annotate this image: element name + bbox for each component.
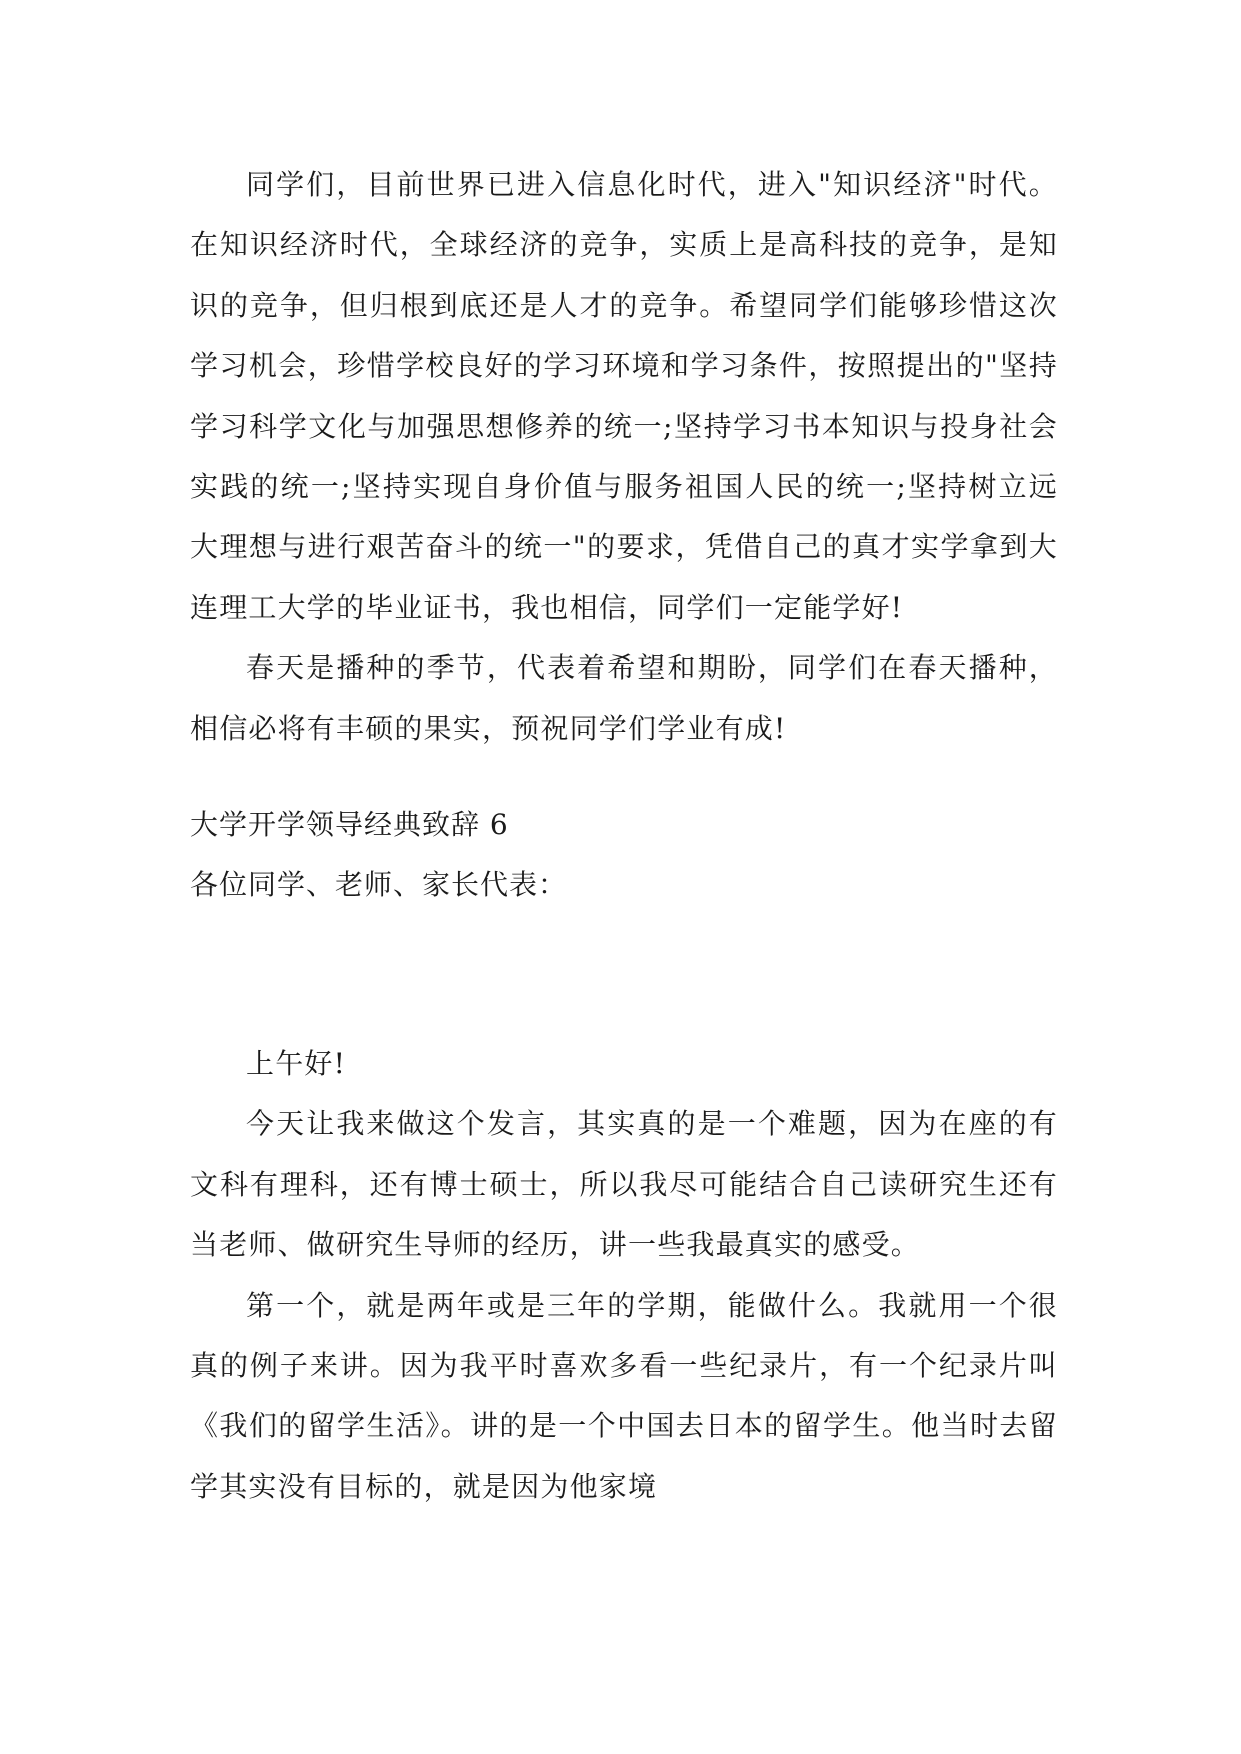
paragraph-knowledge-economy: 同学们，目前世界已进入信息化时代，进入"知识经济"时代。在知识经济时代，全球经济的竞争，实质上是高科技的竞争，是知识的竞争，但归根到底还是人才的竞争。希望同学们能够珍惜这次学习机会，珍惜学校良好的学习环境和学习条件，按照提出的"坚持学习科学文化与加强思想修养的统一;坚持学习书本知识与投身社会实践的统一;坚持实现自身价值与服务祖国人民的统一;坚持树立远大理想与进行艰苦奋斗的统一"的要求，凭借自己的真才实学拿到大连理工大学的毕业证书，我也相信，同学们一定能学好! xyxy=(190,168,1058,624)
paragraph-spring-sowing: 春天是播种的季节，代表着希望和期盼，同学们在春天播种，相信必将有丰硕的果实，预祝同学们学业有成! xyxy=(190,651,1058,745)
paragraph-first-point: 第一个，就是两年或是三年的学期，能做什么。我就用一个很真的例子来讲。因为我平时喜欢多看一些纪录片，有一个纪录片叫《我们的留学生活》。讲的是一个中国去日本的留学生。他当时去留学其实没有目标的，就是因为他家境 xyxy=(190,1288,1058,1503)
paragraph-greeting: 上午好! xyxy=(246,1047,347,1080)
salutation: 各位同学、老师、家长代表： xyxy=(190,868,568,901)
opening-text-block xyxy=(190,155,1058,759)
section-heading-block xyxy=(190,795,1058,915)
section-title: 大学开学领导经典致辞 6 xyxy=(190,808,509,841)
paragraph-introduction: 今天让我来做这个发言，其实真的是一个难题，因为在座的有文科有理科，还有博士硕士，所以我尽可能结合自己读研究生还有当老师、做研究生导师的经历，讲一些我最真实的感受。 xyxy=(190,1107,1058,1262)
speech-body-block xyxy=(190,1034,1058,1517)
